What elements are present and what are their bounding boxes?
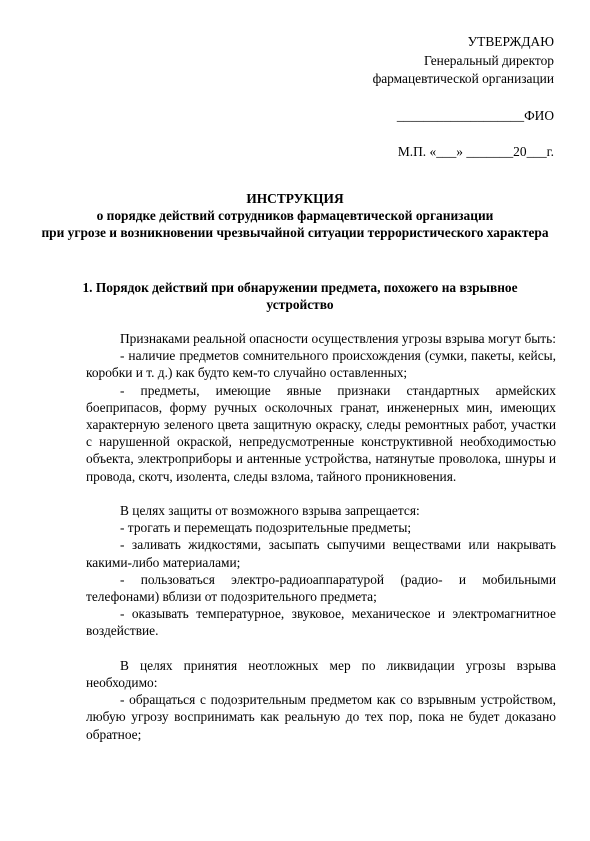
prohibited-item: - пользоваться электро-радиоаппаратурой (радио- и мобильными телефонами) вблизи от подозрительного предмета;	[86, 571, 556, 605]
prohibited-intro: В целях защиты от возможного взрыва запрещается:	[120, 503, 420, 519]
approval-heading: УТВЕРЖДАЮ	[467, 34, 554, 49]
document-subtitle-line2: при угрозе и возникновении чрезвычайной ситуации террористического характера	[41, 225, 549, 240]
document-title-block	[36, 190, 554, 241]
signs-intro: Признаками реальной опасности осуществления угрозы взрыва могут быть:	[120, 331, 556, 346]
measures-intro: В целях принятия неотложных мер по ликвидации угрозы взрыва необходимо:	[86, 657, 556, 691]
approval-block	[373, 33, 554, 162]
document-title: ИНСТРУКЦИЯ	[246, 191, 344, 206]
prohibited-item: - заливать жидкостями, засыпать сыпучими веществами или накрывать какими-либо материалами;	[86, 537, 556, 570]
prohibited-item: - трогать и перемещать подозрительные предметы;	[120, 520, 412, 536]
section-1-body	[86, 330, 556, 743]
approval-signature-line: ___________________ФИО	[396, 107, 554, 123]
approval-position: Генеральный директор	[423, 52, 554, 68]
section-1-title: 1. Порядок действий при обнаружении предмета, похожего на взрывное устройство	[82, 280, 518, 312]
approval-organization: фармацевтической организации	[372, 71, 554, 86]
approval-stamp-date: М.П. «___» _______20___г.	[397, 144, 554, 159]
prohibited-item: - оказывать температурное, звуковое, механическое и электромагнитное воздействие.	[86, 606, 556, 639]
sign-item: - предметы, имеющие явные признаки стандартных армейских боеприпасов, форму ручных осколочных гранат, инженерных мин, имеющих характерную зеленого цвета защитную окраску, следы ремонтных работ, участки с нарушенной окраской, непредусмотренные конструктивной необходимостью объекта, электроприборы и антенные устройства, натянутые проволока, шнуры и провода, скотч, изолента, следы взлома, тайного проникновения.	[86, 382, 556, 484]
sign-item: - наличие предметов сомнительного происхождения (сумки, пакеты, кейсы, коробки и т. д.) как будто кем-то случайно оставленных;	[86, 348, 556, 381]
measure-item: - обращаться с подозрительным предметом как со взрывным устройством, любую угрозу воспринимать как реальную до тех пор, пока не будет доказано обратное;	[86, 692, 556, 742]
document-subtitle-line1: о порядке действий сотрудников фармацевтической организации	[96, 208, 494, 223]
